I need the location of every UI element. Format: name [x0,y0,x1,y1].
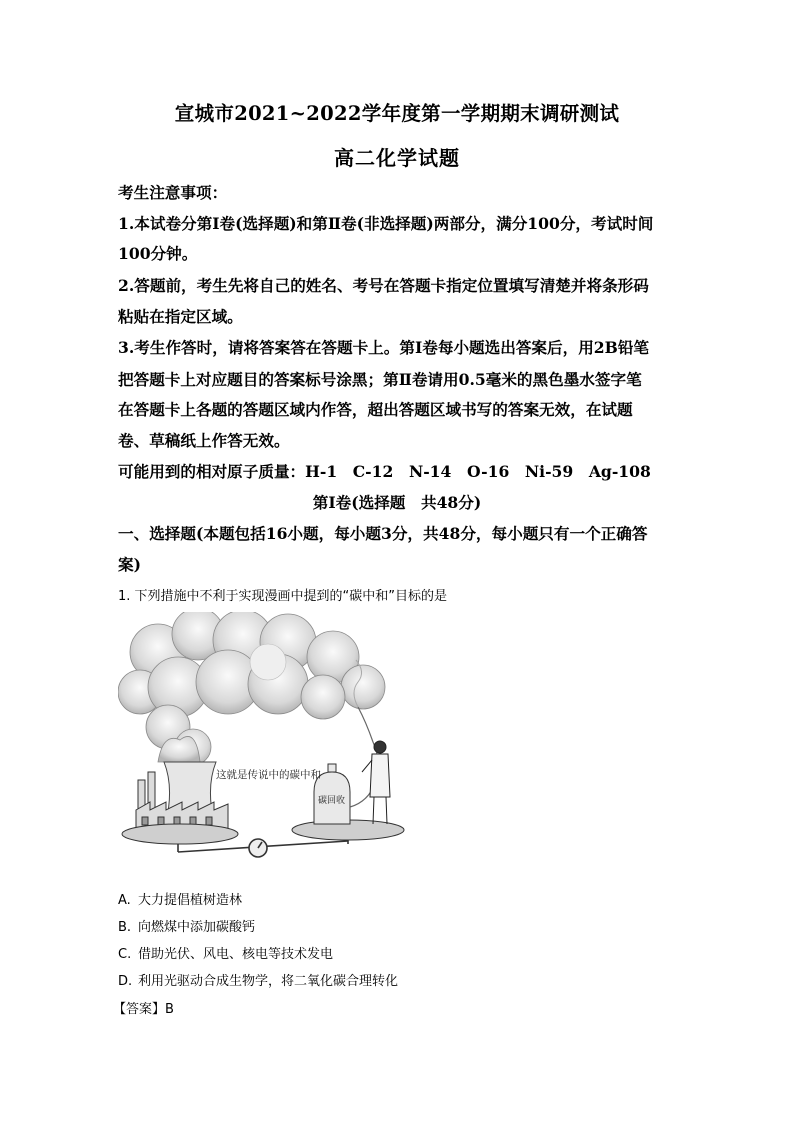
cartoon-tank-label: 碳回收 [318,796,346,806]
left-scale-pan-icon [122,824,238,844]
smoke-cloud-icon [118,612,385,765]
atomic-mass-line: 可能用到的相对原子质量：H-1 C-12 N-14 O-16 Ni-59 Ag-108 [118,462,651,481]
notice-line-2: 100分钟。 [118,244,198,263]
exam-title: 宣城市2021~2022学年度第一学期期末调研测试 [174,102,620,125]
option-c-label: C. [118,947,132,962]
question-1-stem: 1. 下列措施中不利于实现漫画中提到的“碳中和”目标的是 [118,589,448,604]
notice-line-7: 在答题卡上各题的答题区域内作答，超出答题区域书写的答案无效，在试题 [118,400,633,419]
option-d [118,970,398,989]
option-b-label: B. [118,920,132,935]
option-d-label: D. [118,974,133,989]
section-title: 第Ⅰ卷(选择题 共48分) [312,493,482,512]
option-b-text: 向燃煤中添加碳酸钙 [138,920,256,935]
moon-icon [250,644,286,680]
option-d-text: 利用光驱动合成生物学，将二氧化碳合理转化 [138,974,399,989]
scientist-icon [362,741,390,824]
option-b [118,916,255,935]
option-c [118,943,333,962]
section-instruction-2: 案) [118,555,141,574]
carbon-neutral-cartoon [118,612,408,864]
notice-heading: 考生注意事项： [118,183,228,202]
option-a-label: A. [118,893,131,908]
exam-subtitle: 高二化学试题 [334,146,460,170]
option-c-text: 借助光伏、风电、核电等技术发电 [138,947,334,962]
notice-line-5: 3.考生作答时，请将答案答在答题卡上。第Ⅰ卷每小题选出答案后，用2B铅笔 [118,338,650,357]
option-a-text: 大力提倡植树造林 [138,893,243,908]
notice-line-1: 1.本试卷分第Ⅰ卷(选择题)和第Ⅱ卷(非选择题)两部分，满分100分，考试时间 [118,214,654,233]
notice-line-4: 粘贴在指定区域。 [118,307,243,326]
notice-line-3: 2.答题前，考生先将自己的姓名、考号在答题卡指定位置填写清楚并将条形码 [118,276,649,295]
notice-line-6: 把答题卡上对应题目的答案标号涂黑；第Ⅱ卷请用0.5毫米的黑色墨水签字笔 [118,370,642,389]
section-instruction-1: 一、选择题(本题包括16小题，每小题3分，共48分，每小题只有一个正确答 [118,524,648,543]
option-a [118,889,242,908]
answer-line: 【答案】B [113,1002,174,1017]
notice-line-8: 卷、草稿纸上作答无效。 [118,431,290,450]
cartoon-caption: 这就是传说中的碳中和 [216,769,321,781]
